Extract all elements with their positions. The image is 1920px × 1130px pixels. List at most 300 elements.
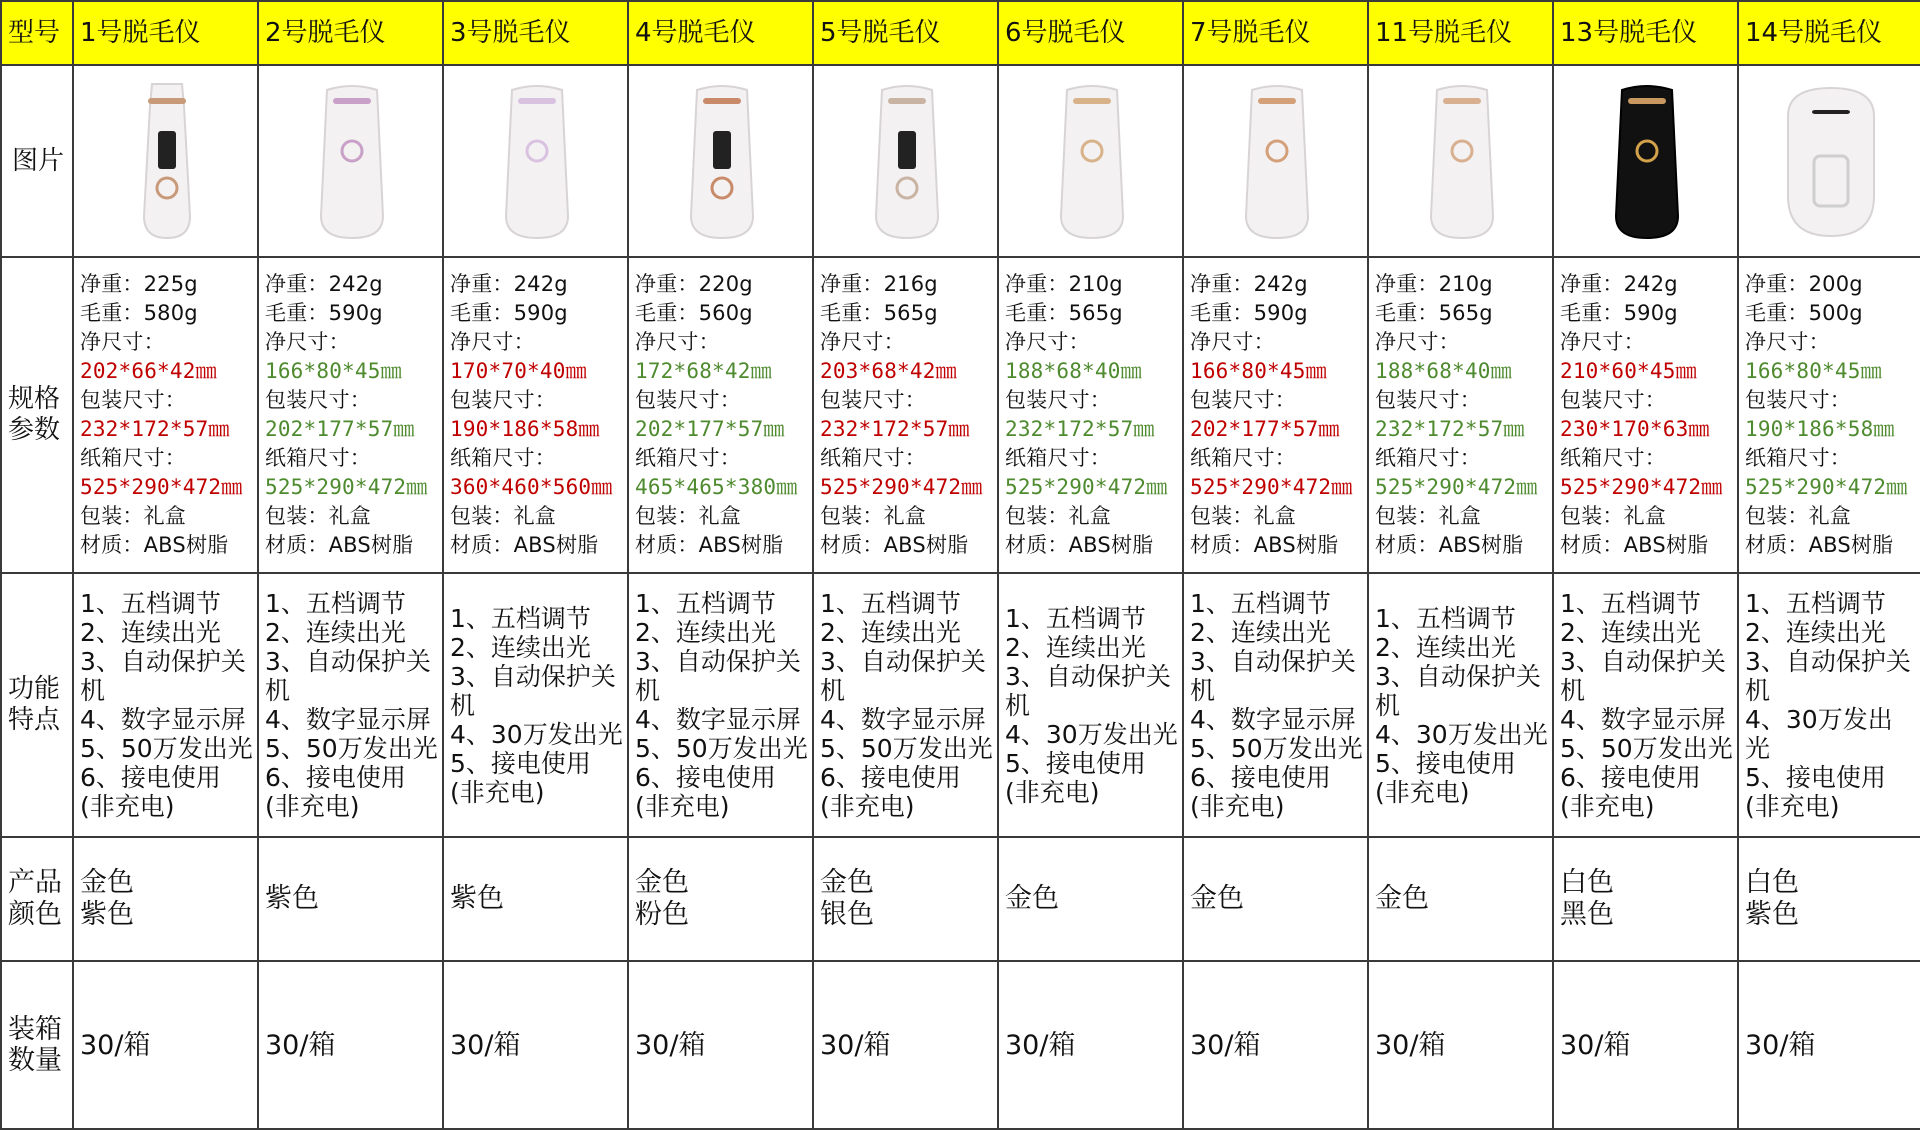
spec-label: 材质：: [450, 533, 514, 557]
spec-line: [80, 299, 253, 328]
color-cell: [1553, 837, 1738, 961]
spec-value: ABS树脂: [143, 533, 229, 557]
product-image-cell: [628, 65, 813, 257]
color-item: 金色: [80, 867, 134, 898]
label-specs: [1, 257, 73, 573]
spec-line: [1375, 502, 1548, 531]
hair-removal-device-icon: [1592, 76, 1702, 246]
hair-removal-device-icon: [1037, 76, 1147, 246]
feature-item: 4、30万发出光: [1745, 705, 1893, 763]
spec-line: [1005, 444, 1178, 473]
feature-item: 1、五档调节: [1190, 589, 1331, 618]
feature-item: 6、接电使用(非充电): [1190, 763, 1331, 821]
spec-label: 毛重：: [820, 301, 884, 325]
spec-label: 纸箱尺寸：: [1190, 446, 1296, 470]
spec-value: 礼盒: [1068, 504, 1112, 528]
spec-line: [1375, 444, 1548, 473]
spec-line: [80, 270, 253, 299]
spec-line: [1005, 299, 1178, 328]
spec-dimension: 202*66*42㎜: [80, 359, 217, 383]
spec-label: 毛重：: [1745, 301, 1809, 325]
spec-line: [1560, 328, 1733, 357]
feature-item: 5、接电使用(非充电): [1005, 748, 1146, 807]
spec-label: 包装尺寸：: [635, 388, 741, 412]
color-item: 紫色: [265, 883, 319, 914]
features-cell: [1368, 573, 1553, 837]
spec-dimension: 166*80*45㎜: [1190, 359, 1327, 383]
spec-line: [635, 386, 808, 415]
color-item: 紫色: [1745, 899, 1799, 930]
qty-cell: 30/箱: [1553, 961, 1738, 1129]
spec-value: 礼盒: [1253, 504, 1297, 528]
label-qty: [1, 961, 73, 1129]
spec-value: 590g: [1623, 301, 1678, 325]
model-name: 3号脱毛仪: [443, 1, 628, 65]
color-item: 紫色: [450, 883, 504, 914]
qty-cell: 30/箱: [1368, 961, 1553, 1129]
product-image-cell: [1553, 65, 1738, 257]
spec-line: [1375, 531, 1548, 560]
feature-item: 4、数字显示屏: [1560, 705, 1726, 734]
spec-label: 纸箱尺寸：: [635, 446, 741, 470]
product-image-cell: [258, 65, 443, 257]
spec-line: [1560, 270, 1733, 299]
spec-dimension: 232*172*57㎜: [80, 417, 230, 441]
spec-value: 礼盒: [513, 504, 557, 528]
spec-value: ABS树脂: [1253, 533, 1339, 557]
feature-item: 4、数字显示屏: [80, 705, 246, 734]
spec-dimension: 232*172*57㎜: [1375, 417, 1525, 441]
hair-removal-device-icon: [112, 76, 222, 246]
feature-item: 3、自动保护关机: [1375, 661, 1541, 720]
spec-label: 纸箱尺寸：: [1375, 446, 1481, 470]
spec-line: [1190, 328, 1363, 357]
spec-cell: [628, 257, 813, 573]
spec-line: [1745, 444, 1916, 473]
spec-label: 毛重：: [1005, 301, 1069, 325]
spec-line: [1005, 502, 1178, 531]
spec-dimension: 230*170*63㎜: [1560, 417, 1710, 441]
spec-value: 590g: [513, 301, 568, 325]
spec-label: 净尺寸：: [265, 330, 350, 354]
product-image-cell: [443, 65, 628, 257]
spec-label: 纸箱尺寸：: [265, 446, 371, 470]
spec-dimension: 232*172*57㎜: [820, 417, 970, 441]
feature-item: 2、连续出光: [635, 618, 776, 647]
spec-line: [450, 444, 623, 473]
feature-item: 3、自动保护关机: [1005, 661, 1171, 720]
color-cell: [258, 837, 443, 961]
label-text: 产品颜色: [8, 867, 62, 930]
spec-label: 材质：: [80, 533, 144, 557]
spec-line: [1375, 270, 1548, 299]
feature-item: 1、五档调节: [1745, 589, 1886, 618]
feature-item: 2、连续出光: [1375, 632, 1516, 662]
spec-line: [80, 386, 253, 415]
spec-value: 216g: [883, 272, 938, 296]
features-cell: [998, 573, 1183, 837]
color-cell: [443, 837, 628, 961]
hair-removal-device-icon: [482, 76, 592, 246]
spec-line: [820, 502, 993, 531]
spec-label: 包装尺寸：: [1375, 388, 1481, 412]
spec-line: [265, 502, 438, 531]
features-cell: [1553, 573, 1738, 837]
spec-value: 242g: [1623, 272, 1678, 296]
feature-item: 6、接电使用(非充电): [265, 763, 406, 821]
feature-item: 1、五档调节: [265, 589, 406, 618]
model-name: 13号脱毛仪: [1553, 1, 1738, 65]
color-cell: [1738, 837, 1920, 961]
spec-label: 毛重：: [1375, 301, 1439, 325]
hair-removal-device-icon: [852, 76, 962, 246]
spec-label: 材质：: [1560, 533, 1624, 557]
feature-item: 1、五档调节: [450, 603, 591, 633]
spec-label: 净尺寸：: [1375, 330, 1460, 354]
spec-label: 包装：: [80, 504, 144, 528]
spec-line: [80, 328, 253, 357]
label-color: [1, 837, 73, 961]
model-name: 2号脱毛仪: [258, 1, 443, 65]
label-text: 装箱数量: [8, 1014, 62, 1076]
color-cell: [73, 837, 258, 961]
features-cell: [443, 573, 628, 837]
spec-label: 材质：: [820, 533, 884, 557]
features-cell: [1738, 573, 1920, 837]
spec-label: 毛重：: [265, 301, 329, 325]
model-name: 5号脱毛仪: [813, 1, 998, 65]
spec-line: [820, 270, 993, 299]
feature-item: 2、连续出光: [80, 618, 221, 647]
feature-item: 3、自动保护关机: [820, 647, 986, 705]
spec-dimension: 188*68*40㎜: [1005, 359, 1142, 383]
feature-item: 1、五档调节: [80, 589, 221, 618]
color-item: 银色: [820, 899, 874, 930]
spec-label: 包装尺寸：: [1745, 388, 1851, 412]
model-name: 7号脱毛仪: [1183, 1, 1368, 65]
spec-line: [820, 328, 993, 357]
spec-dimension: 525*290*472㎜: [820, 475, 983, 499]
feature-item: 2、连续出光: [1745, 618, 1886, 647]
spec-label: 包装：: [1005, 504, 1069, 528]
product-image-cell: [998, 65, 1183, 257]
spec-value: 242g: [328, 272, 383, 296]
qty-cell: 30/箱: [998, 961, 1183, 1129]
spec-value: 580g: [143, 301, 198, 325]
spec-value: ABS树脂: [698, 533, 784, 557]
spec-value: 565g: [883, 301, 938, 325]
spec-line: [1190, 386, 1363, 415]
feature-item: 2、连续出光: [1190, 618, 1331, 647]
spec-dimension: 525*290*472㎜: [1005, 475, 1168, 499]
spec-label: 净重：: [1190, 272, 1254, 296]
spec-value: ABS树脂: [328, 533, 414, 557]
spec-label: 毛重：: [450, 301, 514, 325]
spec-value: 565g: [1068, 301, 1123, 325]
feature-item: 2、连续出光: [265, 618, 406, 647]
product-image-cell: [1183, 65, 1368, 257]
feature-item: 3、自动保护关机: [450, 661, 616, 720]
feature-item: 3、自动保护关机: [1745, 647, 1911, 705]
spec-value: 礼盒: [328, 504, 372, 528]
features-cell: [1183, 573, 1368, 837]
spec-value: ABS树脂: [883, 533, 969, 557]
spec-line: [1005, 386, 1178, 415]
spec-label: 包装：: [820, 504, 884, 528]
spec-label: 净重：: [1745, 272, 1809, 296]
spec-label: 材质：: [265, 533, 329, 557]
feature-item: 2、连续出光: [1005, 632, 1146, 662]
spec-dimension: 202*177*57㎜: [1190, 417, 1340, 441]
feature-item: 6、接电使用(非充电): [1560, 763, 1701, 821]
spec-dimension: 465*465*380㎜: [635, 475, 798, 499]
spec-value: 礼盒: [1438, 504, 1482, 528]
color-cell: [628, 837, 813, 961]
label-text: 规格参数: [8, 384, 61, 445]
spec-label: 净尺寸：: [450, 330, 535, 354]
spec-value: 200g: [1808, 272, 1863, 296]
color-item: 金色: [820, 867, 874, 898]
spec-value: 礼盒: [883, 504, 927, 528]
spec-line: [80, 444, 253, 473]
spec-line: [1190, 444, 1363, 473]
qty-cell: 30/箱: [1183, 961, 1368, 1129]
spec-label: 净重：: [450, 272, 514, 296]
product-image-cell: [1368, 65, 1553, 257]
feature-item: 4、数字显示屏: [635, 705, 801, 734]
spec-value: ABS树脂: [1623, 533, 1709, 557]
spec-line: [1190, 270, 1363, 299]
feature-item: 3、自动保护关机: [635, 647, 801, 705]
color-item: 黑色: [1560, 899, 1614, 930]
product-image-cell: [73, 65, 258, 257]
header-row: [1, 1, 1920, 65]
spec-label: 包装尺寸：: [820, 388, 926, 412]
spec-value: 210g: [1438, 272, 1493, 296]
spec-value: 242g: [513, 272, 568, 296]
qty-cell: 30/箱: [258, 961, 443, 1129]
spec-label: 包装尺寸：: [450, 388, 556, 412]
spec-line: [1375, 328, 1548, 357]
label-model: 型号: [1, 1, 73, 65]
feature-item: 4、30万发出光: [1005, 719, 1178, 749]
spec-cell: [1553, 257, 1738, 573]
spec-dimension: 232*172*57㎜: [1005, 417, 1155, 441]
spec-line: [1560, 299, 1733, 328]
spec-label: 净重：: [80, 272, 144, 296]
spec-value: 礼盒: [698, 504, 742, 528]
model-name: 1号脱毛仪: [73, 1, 258, 65]
spec-value: ABS树脂: [1438, 533, 1524, 557]
spec-label: 净尺寸：: [80, 330, 165, 354]
feature-item: 1、五档调节: [1005, 603, 1146, 633]
spec-line: [635, 270, 808, 299]
color-item: 白色: [1745, 867, 1799, 898]
spec-line: [265, 531, 438, 560]
spec-line: [1190, 299, 1363, 328]
spec-cell: [258, 257, 443, 573]
spec-dimension: 525*290*472㎜: [1745, 475, 1908, 499]
spec-line: [450, 270, 623, 299]
spec-dimension: 190*186*58㎜: [450, 417, 600, 441]
spec-label: 包装：: [1190, 504, 1254, 528]
spec-dimension: 525*290*472㎜: [1190, 475, 1353, 499]
spec-label: 材质：: [1005, 533, 1069, 557]
spec-cell: [1183, 257, 1368, 573]
spec-dimension: 360*460*560㎜: [450, 475, 613, 499]
color-item: 白色: [1560, 867, 1614, 898]
feature-item: 2、连续出光: [820, 618, 961, 647]
hair-removal-device-icon: [1222, 76, 1332, 246]
qty-cell: 30/箱: [443, 961, 628, 1129]
hair-removal-device-icon: [667, 76, 777, 246]
color-cell: [998, 837, 1183, 961]
spec-label: 材质：: [1745, 533, 1809, 557]
spec-dimension: 210*60*45㎜: [1560, 359, 1697, 383]
feature-item: 3、自动保护关机: [1560, 647, 1726, 705]
spec-line: [820, 386, 993, 415]
spec-label: 包装：: [1560, 504, 1624, 528]
spec-line: [80, 531, 253, 560]
spec-label: 纸箱尺寸：: [1560, 446, 1666, 470]
spec-value: 500g: [1808, 301, 1863, 325]
hair-removal-device-icon: [297, 76, 407, 246]
feature-item: 1、五档调节: [635, 589, 776, 618]
spec-line: [1005, 531, 1178, 560]
spec-value: 220g: [698, 272, 753, 296]
spec-cell: [73, 257, 258, 573]
color-item: 金色: [635, 867, 689, 898]
feature-item: 5、接电使用(非充电): [1745, 763, 1886, 821]
spec-value: 225g: [143, 272, 198, 296]
spec-cell: [813, 257, 998, 573]
spec-label: 包装尺寸：: [1560, 388, 1666, 412]
spec-label: 净重：: [1005, 272, 1069, 296]
spec-label: 纸箱尺寸：: [820, 446, 926, 470]
spec-dimension: 525*290*472㎜: [1560, 475, 1723, 499]
spec-dimension: 203*68*42㎜: [820, 359, 957, 383]
feature-item: 5、50万发出光: [80, 734, 253, 763]
spec-line: [265, 444, 438, 473]
color-item: 金色: [1375, 883, 1429, 914]
spec-value: 礼盒: [143, 504, 187, 528]
spec-label: 包装：: [265, 504, 329, 528]
spec-line: [1005, 270, 1178, 299]
spec-label: 净尺寸：: [820, 330, 905, 354]
spec-line: [1745, 531, 1916, 560]
spec-line: [1190, 531, 1363, 560]
spec-value: ABS树脂: [513, 533, 599, 557]
spec-value: ABS树脂: [1808, 533, 1894, 557]
features-cell: [258, 573, 443, 837]
spec-dimension: 525*290*472㎜: [1375, 475, 1538, 499]
spec-cell: [1368, 257, 1553, 573]
spec-line: [450, 502, 623, 531]
spec-line: [820, 299, 993, 328]
spec-line: [450, 386, 623, 415]
feature-item: 4、数字显示屏: [820, 705, 986, 734]
spec-label: 包装：: [635, 504, 699, 528]
spec-line: [1560, 531, 1733, 560]
spec-line: [635, 502, 808, 531]
hair-removal-device-icon: [1407, 76, 1517, 246]
feature-item: 4、30万发出光: [1375, 719, 1548, 749]
spec-label: 包装尺寸：: [1190, 388, 1296, 412]
spec-label: 材质：: [635, 533, 699, 557]
feature-item: 3、自动保护关机: [80, 647, 246, 705]
spec-line: [450, 328, 623, 357]
spec-line: [1560, 386, 1733, 415]
qty-cell: 30/箱: [1738, 961, 1920, 1129]
spec-label: 包装：: [450, 504, 514, 528]
spec-label: 净尺寸：: [1190, 330, 1275, 354]
spec-line: [820, 444, 993, 473]
label-features: [1, 573, 73, 837]
spec-line: [80, 502, 253, 531]
spec-value: 210g: [1068, 272, 1123, 296]
features-row: [1, 573, 1920, 837]
feature-item: 3、自动保护关机: [1190, 647, 1356, 705]
spec-line: [635, 444, 808, 473]
image-row: [1, 65, 1920, 257]
spec-line: [1375, 299, 1548, 328]
feature-item: 5、50万发出光: [820, 734, 993, 763]
spec-line: [450, 299, 623, 328]
spec-dimension: 202*177*57㎜: [635, 417, 785, 441]
spec-line: [820, 531, 993, 560]
qty-row: [1, 961, 1920, 1129]
feature-item: 6、接电使用(非充电): [635, 763, 776, 821]
model-name: 14号脱毛仪: [1738, 1, 1920, 65]
model-name: 6号脱毛仪: [998, 1, 1183, 65]
spec-line: [1190, 502, 1363, 531]
color-item: 粉色: [635, 899, 689, 930]
spec-dimension: 188*68*40㎜: [1375, 359, 1512, 383]
spec-label: 净重：: [1560, 272, 1624, 296]
feature-item: 5、接电使用(非充电): [450, 748, 591, 807]
spec-line: [1745, 502, 1916, 531]
spec-dimension: 166*80*45㎜: [265, 359, 402, 383]
hair-removal-device-icon: [1776, 76, 1886, 246]
spec-dimension: 525*290*472㎜: [80, 475, 243, 499]
spec-value: 565g: [1438, 301, 1493, 325]
color-item: 金色: [1005, 883, 1059, 914]
feature-item: 6、接电使用(非充电): [820, 763, 961, 821]
spec-line: [635, 328, 808, 357]
qty-cell: 30/箱: [813, 961, 998, 1129]
color-cell: [1368, 837, 1553, 961]
spec-cell: [443, 257, 628, 573]
feature-item: 4、数字显示屏: [265, 705, 431, 734]
spec-label: 包装尺寸：: [265, 388, 371, 412]
features-cell: [73, 573, 258, 837]
spec-line: [265, 299, 438, 328]
spec-line: [1560, 444, 1733, 473]
feature-item: 5、50万发出光: [1190, 734, 1363, 763]
spec-label: 包装尺寸：: [1005, 388, 1111, 412]
product-image-cell: [813, 65, 998, 257]
spec-label: 毛重：: [635, 301, 699, 325]
spec-line: [450, 531, 623, 560]
spec-label: 净重：: [635, 272, 699, 296]
spec-label: 纸箱尺寸：: [1745, 446, 1851, 470]
feature-item: 2、连续出光: [450, 632, 591, 662]
spec-cell: [998, 257, 1183, 573]
spec-line: [1745, 386, 1916, 415]
spec-line: [1745, 299, 1916, 328]
spec-label: 净尺寸：: [1560, 330, 1645, 354]
spec-value: 560g: [698, 301, 753, 325]
